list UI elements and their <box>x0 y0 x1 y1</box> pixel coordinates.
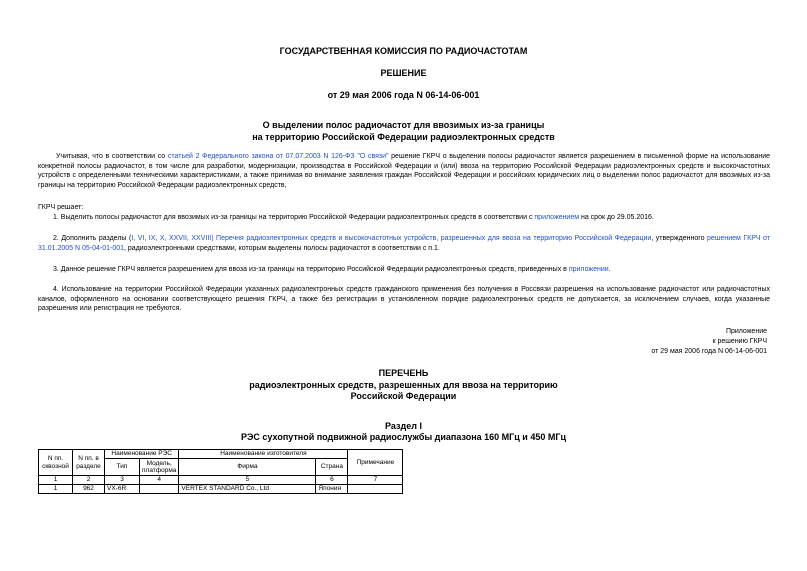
list-title: ПЕРЕЧЕНЬ <box>378 368 429 378</box>
table-cell: VX-6R <box>105 485 140 494</box>
date-number: от 29 мая 2006 года N 06-14-06-001 <box>327 90 480 100</box>
table-cell: 4 <box>140 476 179 485</box>
appendix-line-3: от 29 мая 2006 года N 06-14-06-001 <box>651 348 767 355</box>
decides-label: ГКРЧ решает: <box>38 204 84 211</box>
intro-paragraph <box>38 152 770 190</box>
item-2-text-b: , утвержденного <box>651 235 708 242</box>
header-note: Примечание <box>348 450 403 476</box>
table-cell: 7 <box>348 476 403 485</box>
appendix-line-1: Приложение <box>725 328 767 335</box>
header-firm: Фирма <box>179 459 316 476</box>
title-line-1: О выделении полос радиочастот для ввозимых из-за границы <box>262 120 545 130</box>
table-cell: VERTEX STANDARD Co., Ltd <box>179 485 316 494</box>
commission-heading: ГОСУДАРСТВЕННАЯ КОМИССИЯ ПО РАДИОЧАСТОТАМ <box>279 46 528 56</box>
list-subtitle-2: Российской Федерации <box>350 391 457 401</box>
title-line-2: на территорию Российской Федерации радиоэлектронных средств <box>252 132 555 142</box>
item-1 <box>38 213 770 223</box>
law-link[interactable]: статьей 2 Федерального закона от 07.07.2003 N 126-ФЗ "О связи" <box>167 153 389 160</box>
table-cell <box>140 485 179 494</box>
table-cell: Япония <box>316 485 348 494</box>
table-cell: 3 <box>105 476 140 485</box>
item-3-text-a: 3. Данное решение ГКРЧ является разрешением для ввоза из-за границы на территорию Российской Федерации радиоэлектронных средств, приведенных в <box>53 266 569 273</box>
res-table <box>38 449 403 494</box>
table-cell: 6 <box>316 476 348 485</box>
item-2-text-a: 2. Дополнить разделы ( <box>53 235 132 242</box>
item-4: 4. Использование на территории Российской Федерации указанных радиоэлектронных средств гражданского применения без получения в Россвязи разрешения на использование радиочастот или радиочастотных каналов, оформленного на основании соответствующего решения ГКРЧ, а также без регистрации в установленном порядке радиоэлектронных средств не допускается, за исключением случаев, когда указанные разрешения или регистрация не требуются. <box>38 286 770 313</box>
list-subtitle-1: радиоэлектронных средств, разрешенных для ввоза на территорию <box>249 380 558 390</box>
appendix-line-2: к решению ГКРЧ <box>712 338 767 345</box>
table-cell: 962 <box>73 485 105 494</box>
section-label: Раздел I <box>385 421 422 431</box>
decision-link[interactable]: решением ГКРЧ от 31.01.2005 N 05-04-01-001 <box>38 235 770 252</box>
item-2 <box>38 234 770 253</box>
item-3-text-b: . <box>608 266 611 273</box>
intro-text-b: решение ГКРЧ о выделении полосы радиочастот является разрешением в письменной форме на использование конкретной полосы радиочастот, в том числе для разработки, модернизации, производства в Российской Федерации и (или) ввоза на территорию Российской Федерации радиоэлектронных средств и высокочастотных устройств с определенными техническими характеристиками, а также принимая во внимание заявления граждан Российской Федерации и российских юридических лиц о выделении полос радиочастот для ввозимых из-за границы на территорию Российской Федерации радиоэлектронных средств, <box>38 153 771 189</box>
table-row <box>39 485 403 494</box>
appendix-block <box>651 327 767 357</box>
doc-type-heading: РЕШЕНИЕ <box>380 68 427 78</box>
header-maker: Наименование изготовителя <box>179 450 348 459</box>
list-sections-link[interactable]: I, VI, IX, X, XXVII, XXVIII) Перечня радиоэлектронных средств и высокочастотных устройств, разрешенных для ввоза на территорию Российской Федерации <box>131 235 652 242</box>
item-2-text-c: , радиоэлектронными средствами, которым выделены полосы радиочастот в соответствии с п.1. <box>124 244 440 252</box>
appendix-link-2[interactable]: приложении <box>568 266 609 273</box>
table-cell: 1 <box>39 476 73 485</box>
table-cell: 5 <box>179 476 316 485</box>
header-model: Модель, платформа <box>140 459 179 476</box>
item-1-text-a: 1. Выделить полосы радиочастот для ввозимых из-за границы на территорию Российской Федерации радиоэлектронных средств в соответствии с <box>53 214 535 221</box>
section-title: РЭС сухопутной подвижной радиослужбы диапазона 160 МГц и 450 МГц <box>241 432 566 442</box>
table-cell <box>348 485 403 494</box>
table-row <box>39 476 403 485</box>
table-cell: 2 <box>73 476 105 485</box>
header-country: Страна <box>316 459 348 476</box>
header-np: N пп. сквозной <box>39 450 73 476</box>
header-npr: N пп. в разделе <box>73 450 105 476</box>
intro-text-a: Учитывая, что в соответствии со <box>56 153 168 160</box>
item-1-text-b: на срок до 29.05.2016. <box>579 214 654 221</box>
item-3 <box>38 265 770 275</box>
appendix-link[interactable]: приложением <box>534 214 580 221</box>
table-cell: 1 <box>39 485 73 494</box>
header-type: Тип <box>105 459 140 476</box>
header-res-name: Наименование РЭС <box>105 450 179 459</box>
